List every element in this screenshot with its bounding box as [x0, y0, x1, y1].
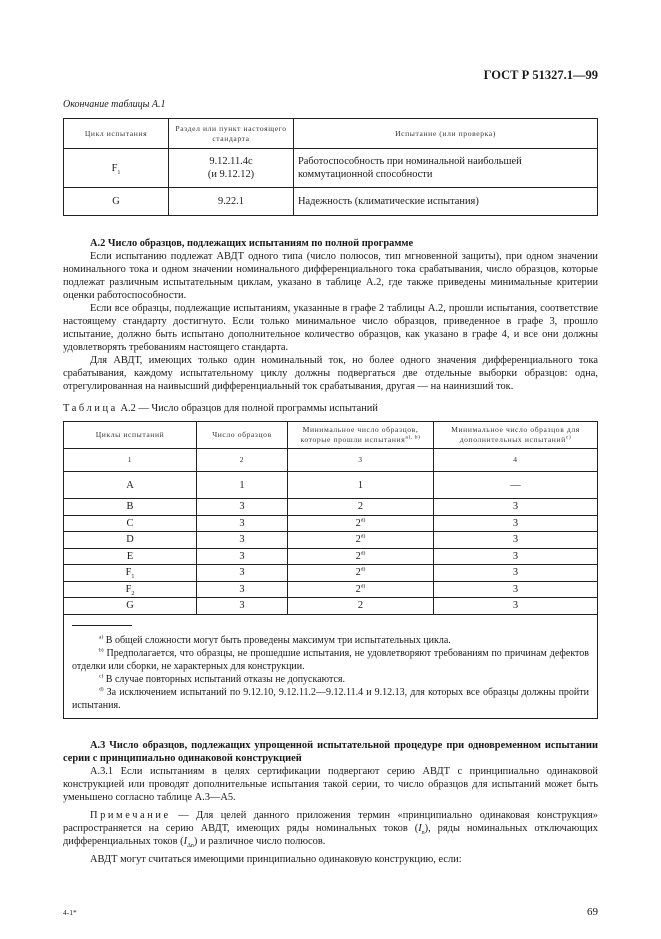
page-footer — [63, 906, 598, 939]
paragraph: Если все образцы, подлежащие испытаниям, указанные в графе 2 таблицы А.2, прошли испытания, соответствие настоящему стандарту достигнуто. Если только минимальное число образцов, приведенное в графе 3, прошло испытание, должно быть испытано дополнительное количество образцов, как указано в графе 4, и все они должны удовлетворять требованиям настоящего стандарта. — [63, 303, 598, 353]
table-row — [64, 598, 598, 615]
footnote-mark: b) — [99, 647, 104, 654]
table-row — [64, 149, 598, 188]
min-passed-cell — [288, 532, 434, 549]
table-header-row — [64, 119, 598, 149]
footnote-divider — [72, 625, 132, 626]
min-value: 1 — [357, 479, 364, 491]
min-value: 2 — [357, 600, 364, 612]
cycle: F — [125, 567, 132, 579]
col-number: 4 — [434, 449, 598, 472]
footnote-text: За исключением испытаний по 9.12.10, 9.12.11.2—9.12.11.4 и 9.12.13, для которых все образцы должны пройти испытания. — [72, 686, 589, 711]
samples-cell: 3 — [197, 565, 288, 582]
footnote-ref: d) — [360, 583, 366, 590]
additional-cell: 3 — [434, 565, 598, 582]
section-a3 — [63, 739, 598, 866]
header-cell: Раздел или пункт настоящего стандарта — [169, 119, 294, 149]
cycle-cell — [64, 565, 197, 582]
cycle-cell — [64, 499, 197, 516]
cycle-cell — [64, 532, 197, 549]
document-id: ГОСТ Р 51327.1—99 — [483, 68, 598, 82]
cycle: B — [126, 501, 134, 513]
table-row — [64, 565, 598, 582]
footnote — [72, 673, 589, 686]
footnote-mark: a) — [99, 634, 104, 641]
table-row — [64, 188, 598, 216]
footnote-text: В общей сложности могут быть проведены максимум три испытательных цикла. — [105, 634, 451, 646]
table-row — [64, 472, 598, 499]
footnote — [72, 647, 589, 673]
footnote-mark: c) — [99, 673, 104, 680]
header-cell — [434, 422, 598, 449]
min-passed-cell — [288, 515, 434, 532]
samples-cell: 3 — [197, 499, 288, 516]
cycle: G — [126, 600, 134, 612]
min-value: 2 — [355, 567, 361, 579]
cycle-cell — [64, 598, 197, 615]
cycle-cell — [64, 515, 197, 532]
cycle-cell — [64, 149, 169, 188]
table-a2-caption — [63, 402, 598, 415]
cycle-cell — [64, 548, 197, 565]
footnote-text: В случае повторных испытаний отказы не допускаются. — [105, 673, 345, 685]
symbol-sub: Δn — [187, 842, 194, 849]
footnote-text: Предполагается, что образцы, не прошедшие испытания, не удовлетворяют требованиям по причинам дефектов отделки или сборки, не характерных для конструкции. — [72, 647, 589, 672]
footnote-ref: d) — [360, 550, 366, 557]
cycle-sub: 2 — [131, 590, 135, 597]
footnote-mark: d) — [99, 686, 104, 693]
section-heading: А.2 Число образцов, подлежащих испытаниям по полной программе — [90, 238, 414, 249]
cycle: E — [126, 550, 134, 562]
min-passed-cell — [288, 548, 434, 565]
col-number: 3 — [288, 449, 434, 472]
footnote-ref: c) — [565, 434, 572, 441]
table-row — [64, 515, 598, 532]
header-cell — [288, 422, 434, 449]
paragraph: А.3.1 Если испытаниям в целях сертификации подвергают серию АВДТ с принципиально одинаковой конструкцией или проводят дополнительные испытания такой серии, то число образцов для испытаний может быть уменьшено согласно таблице А.3—А5. — [63, 765, 598, 803]
clause-cell: 9.22.1 — [169, 188, 294, 216]
cycle: F — [125, 583, 132, 595]
clause-extra: (и 9.12.12) — [207, 169, 255, 180]
note-label: Примечание — [90, 809, 171, 821]
samples-cell: 1 — [197, 472, 288, 499]
cycle-cell — [64, 581, 197, 598]
test-cell: Надежность (климатические испытания) — [294, 188, 598, 216]
note-text: ), ряды номинальных отключающих дифференциальных токов ( — [63, 822, 598, 847]
footnote-ref: d) — [360, 566, 366, 573]
cycle-sub: 1 — [117, 169, 121, 176]
header-text: Минимальное число образцов для дополнительных испытаний — [451, 425, 580, 444]
min-value: 2 — [357, 501, 364, 513]
min-passed-cell — [288, 581, 434, 598]
cycle-sub: 1 — [131, 574, 135, 581]
footnote-ref: a), b) — [405, 434, 421, 441]
footnotes-cell — [64, 614, 598, 718]
min-passed-cell — [288, 499, 434, 516]
cycle-cell — [64, 472, 197, 499]
paragraph: Если испытанию подлежат АВДТ одного типа (число полюсов, тип мгновенной защиты), при одном значении номинального тока и одном значении номинального дифференциального тока срабатывания, число образцов, которые подлежат различным испытательным циклам, указано в таблице А.2, где также приведены минимальные критерии оценки работоспособности. — [63, 251, 598, 301]
symbol-sub: n — [421, 829, 425, 836]
cycle: A — [126, 479, 134, 491]
samples-cell: 3 — [197, 581, 288, 598]
paragraph: Для АВДТ, имеющих только один номинальный ток, но более одного значения дифференциального тока срабатывания, каждому испытательному циклу должны подвергаться две отдельные выборки образцов: одна, отрегулированная на наивысший дифференциальный ток срабатывания, другая — на наинизший ток. — [63, 355, 598, 392]
min-value: 2 — [355, 583, 361, 595]
symbol: I — [418, 822, 422, 834]
caption-label: Таблица — [63, 403, 118, 414]
footnote — [72, 634, 589, 647]
note — [63, 809, 598, 848]
clause-cell — [169, 149, 294, 188]
note-text: — Для целей данного приложения термин «принципиально одинаковая конструкция» распространяется на серию АВДТ, имеющих ряды номинальных токов ( — [63, 809, 598, 834]
additional-cell: 3 — [434, 548, 598, 565]
samples-cell: 3 — [197, 515, 288, 532]
table-a1-caption: Окончание таблицы А.1 — [63, 99, 166, 110]
paragraph: АВДТ могут считаться имеющими принципиально одинаковую конструкцию, если: — [90, 853, 462, 865]
caption-text: А.2 — Число образцов для полной программы испытаний — [120, 403, 378, 414]
additional-cell: — — [434, 472, 598, 499]
additional-cell: 3 — [434, 598, 598, 615]
sheet-mark: 4-1* — [63, 907, 77, 917]
table-a1 — [63, 118, 598, 216]
additional-cell: 3 — [434, 515, 598, 532]
table-row — [64, 532, 598, 549]
footnote — [72, 686, 589, 712]
note-text: ) и различное число полюсов. — [193, 835, 326, 847]
header-cell: Циклы испытаний — [64, 422, 197, 449]
min-passed-cell — [288, 472, 434, 499]
min-passed-cell — [288, 565, 434, 582]
min-value: 2 — [355, 550, 361, 562]
page-body — [63, 0, 598, 939]
min-value: 2 — [355, 517, 361, 529]
clause: 9.12.11.4с — [209, 156, 253, 167]
section-a2 — [63, 237, 598, 393]
section-heading: А.3 Число образцов, подлежащих упрощенной испытательной процедуре при одновременном испытании серии с принципиально одинаковой конструкцией — [63, 739, 598, 764]
min-passed-cell — [288, 598, 434, 615]
header-text: Минимальное число образцов, которые прошли испытания — [300, 425, 419, 444]
samples-cell: 3 — [197, 598, 288, 615]
additional-cell: 3 — [434, 581, 598, 598]
samples-cell: 3 — [197, 548, 288, 565]
table-row — [64, 499, 598, 516]
footnote-ref: d) — [360, 533, 366, 540]
additional-cell: 3 — [434, 499, 598, 516]
col-number: 2 — [197, 449, 288, 472]
samples-cell: 3 — [197, 532, 288, 549]
cycle: C — [126, 517, 134, 529]
symbol: I — [183, 835, 188, 847]
cycle: F — [111, 162, 118, 174]
header-cell: Цикл испытания — [64, 119, 169, 149]
table-row — [64, 581, 598, 598]
header-cell: Испытание (или проверка) — [294, 119, 598, 149]
col-number: 1 — [64, 449, 197, 472]
header-cell: Число образцов — [197, 422, 288, 449]
additional-cell: 3 — [434, 532, 598, 549]
min-value: 2 — [355, 534, 361, 546]
footnotes-row — [64, 614, 598, 718]
page-number: 69 — [587, 905, 598, 918]
table-a2 — [63, 421, 598, 719]
test-cell: Работоспособность при номинальной наибольшей коммутационной способности — [294, 149, 598, 188]
table-header-row — [64, 422, 598, 449]
footnote-ref: d) — [360, 517, 366, 524]
cycle: D — [126, 534, 134, 546]
table-row — [64, 548, 598, 565]
column-number-row — [64, 449, 598, 472]
cycle-cell: G — [64, 188, 169, 216]
